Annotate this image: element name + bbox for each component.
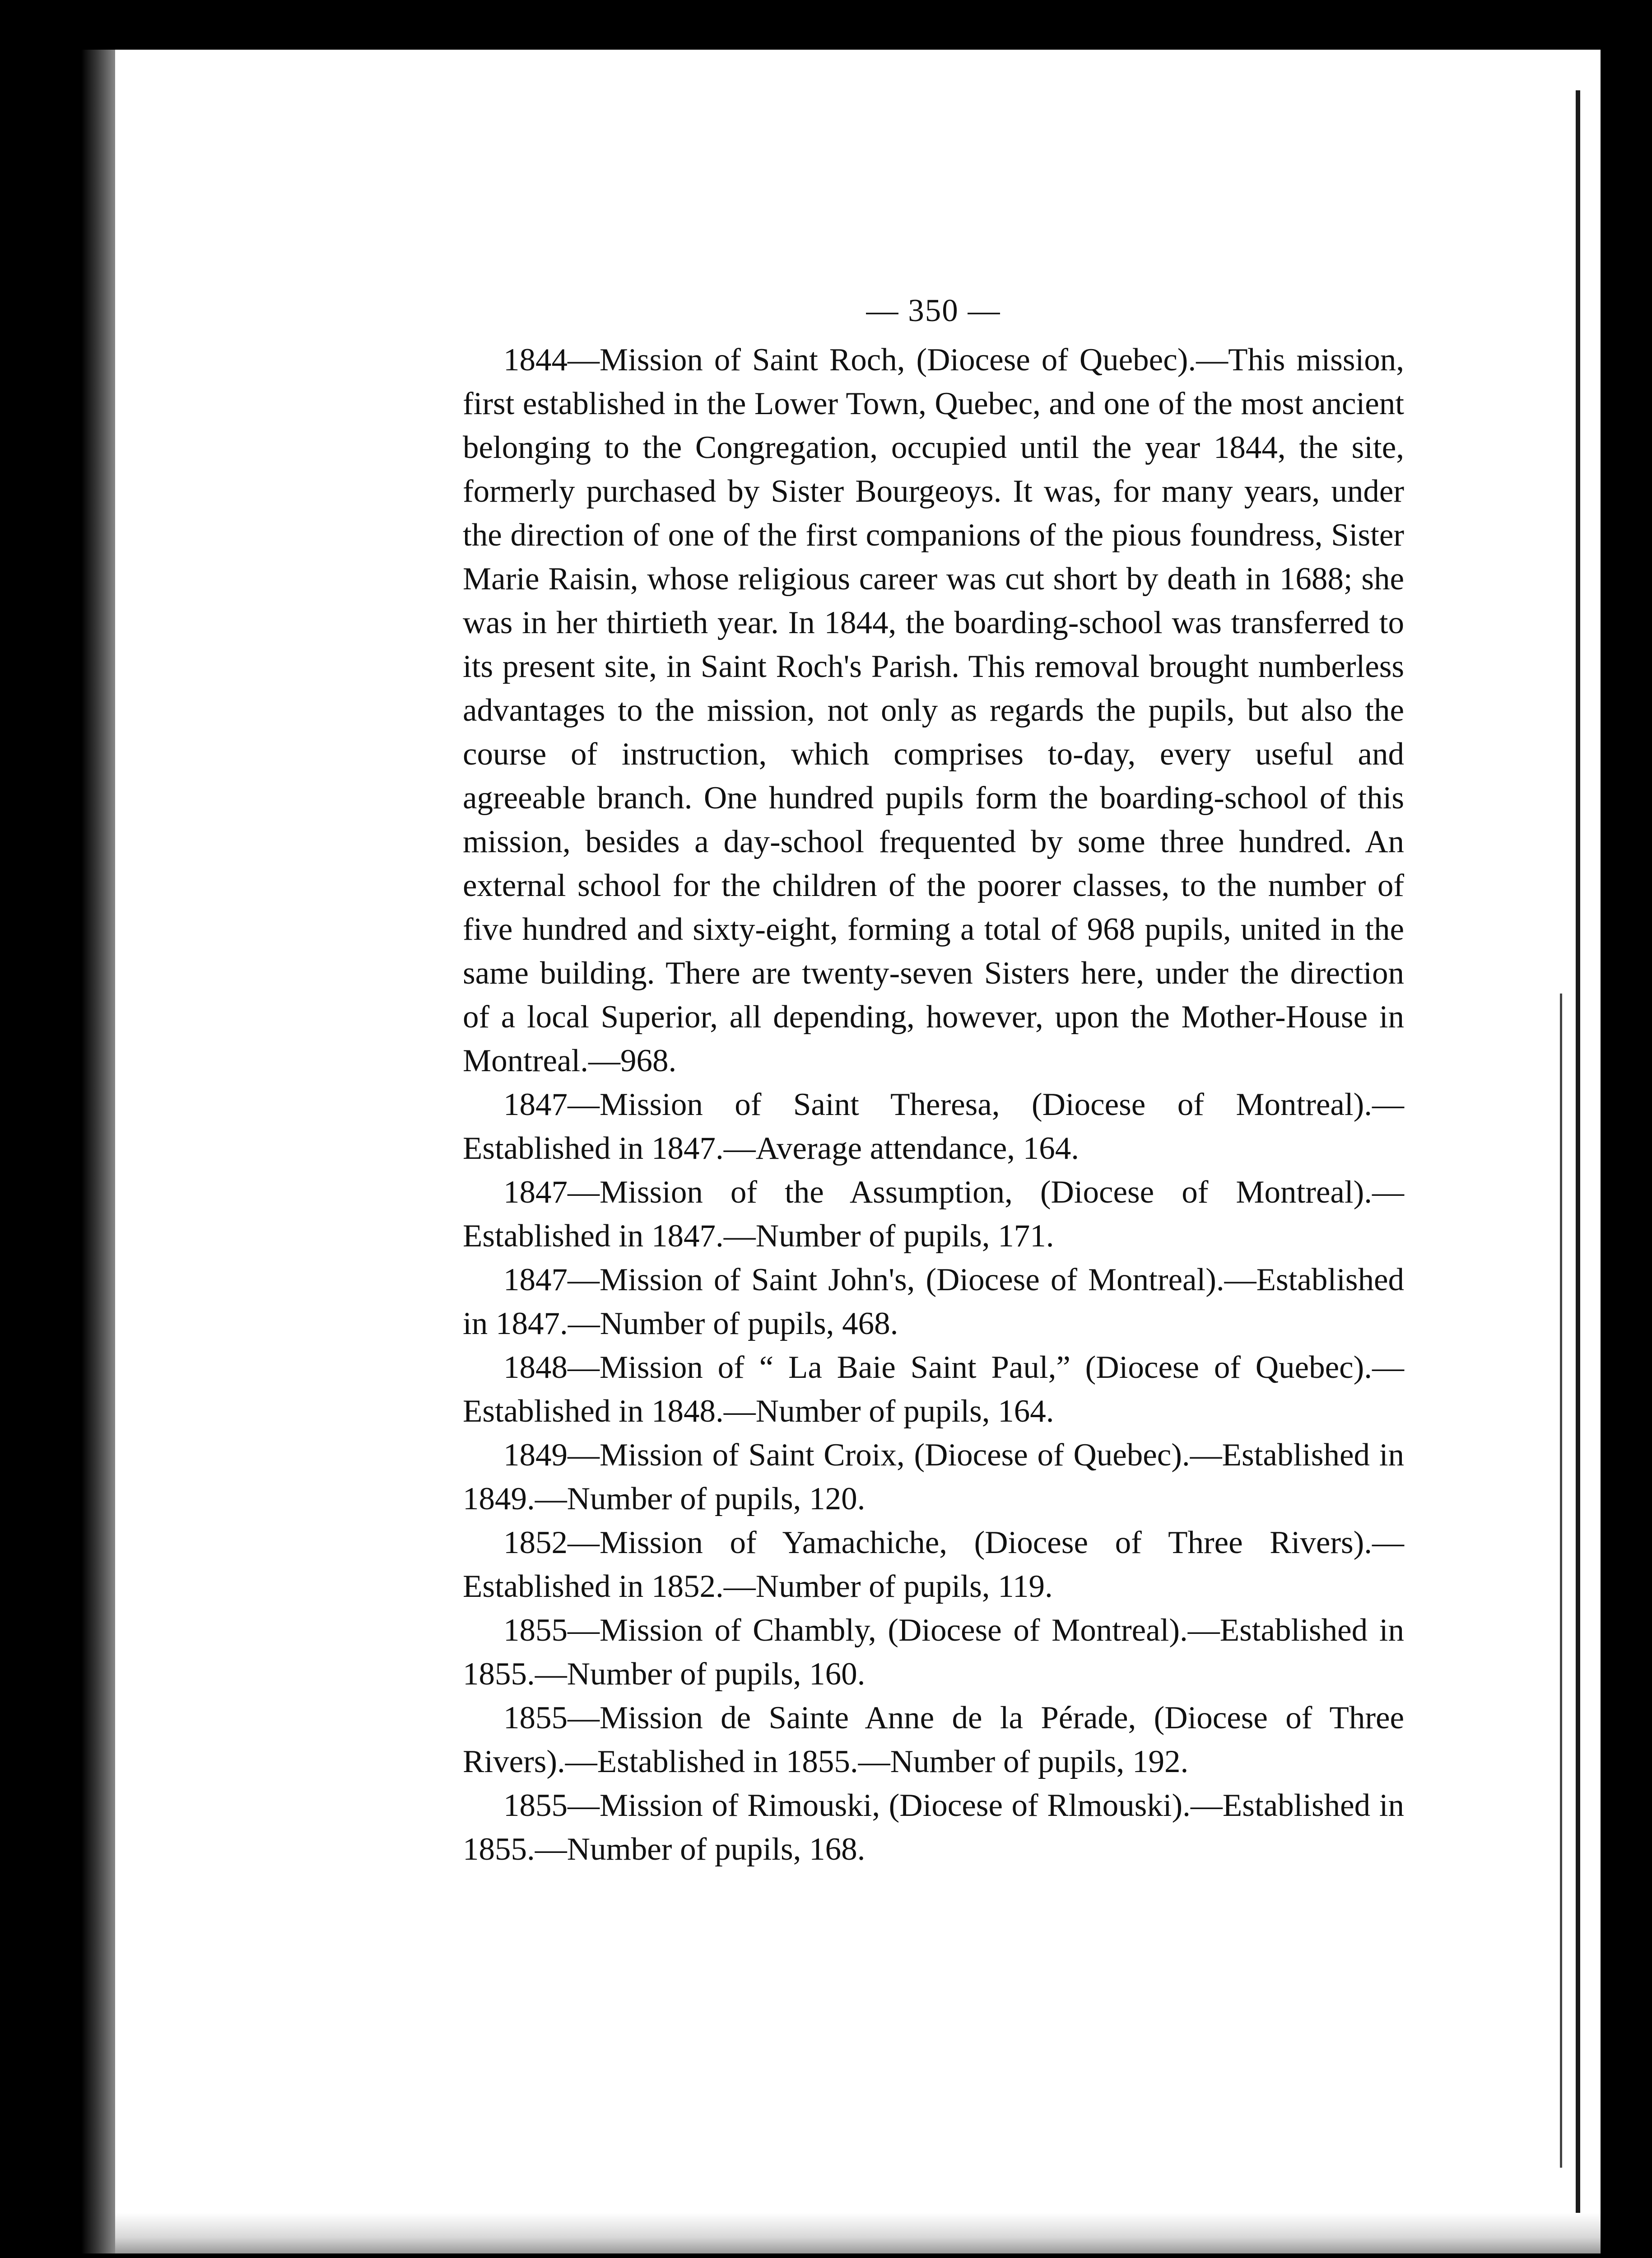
entry-saint-croix: 1849—Mission of Saint Croix, (Diocese of Quebec).—Established in 1849.—Number of pupils, 120. bbox=[463, 1437, 1404, 1516]
entry-la-baie-saint-paul: 1848—Mission of “ La Baie Saint Paul,” (Diocese of Quebec).—Established in 1848.—Number of pupils, 164. bbox=[463, 1350, 1404, 1429]
entry-saint-johns: 1847—Mission of Saint John's, (Diocese of Montreal).—Established in 1847.—Number of pupils, 468. bbox=[463, 1262, 1404, 1341]
entry-saint-theresa: 1847—Mission of Saint Theresa, (Diocese of Montreal).—Established in 1847.—Average attendance, 164. bbox=[463, 1087, 1404, 1166]
right-edge-line-inner bbox=[1560, 994, 1562, 2168]
entry-saint-roch: 1844—Mission of Saint Roch, (Diocese of Quebec).—This mission, first established in the Lower Town, Quebec, and one of the most ancient belonging to the Congregation, occupied until the year 1844, the site, formerly purchased by Sister Bourgeoys. It was, for many years, under the direction of one of the first companions of the pious foundress, Sister Marie Raisin, whose religious career was cut short by death in 1688; she was in her thirtieth year. In 1844, the boarding-school was transferred to its present site, in Saint Roch's Parish. This removal brought numberless advantages to the mission, not only as regards the pupils, but also the course of instruction, which comprises to-day, every useful and agreeable branch. One hundred pupils form the boarding-school of this mission, besides a day-school frequented by some three hundred. An external school for the children of the poorer classes, to the number of five hundred and sixty-eight, forming a total of 968 pupils, united in the same building. There are twenty-seven Sisters here, under the direction of a local Superior, all depending, however, upon the Mother-House in Montreal.—968. bbox=[463, 342, 1404, 1078]
right-edge-line bbox=[1576, 90, 1580, 2213]
entry-sainte-anne-de-la-perade: 1855—Mission de Sainte Anne de la Pérade, (Diocese of Three Rivers).—Established in 1855.—Number of pupils, 192. bbox=[463, 1700, 1404, 1779]
entry-yamachiche: 1852—Mission of Yamachiche, (Diocese of Three Rivers).—Established in 1852.—Number of pupils, 119. bbox=[463, 1525, 1404, 1604]
entry-chambly: 1855—Mission of Chambly, (Diocese of Montreal).—Established in 1855.—Number of pupils, 160. bbox=[463, 1613, 1404, 1692]
entry-rimouski: 1855—Mission of Rimouski, (Diocese of Rlmouski).—Established in 1855.—Number of pupils, 168. bbox=[463, 1788, 1404, 1867]
entry-assumption: 1847—Mission of the Assumption, (Diocese of Montreal).—Established in 1847.—Number of pupils, 171. bbox=[463, 1175, 1404, 1254]
page-text-block bbox=[463, 289, 1404, 1871]
bottom-edge-shadow bbox=[115, 2213, 1601, 2253]
page-number: — 350 — bbox=[866, 293, 1001, 328]
